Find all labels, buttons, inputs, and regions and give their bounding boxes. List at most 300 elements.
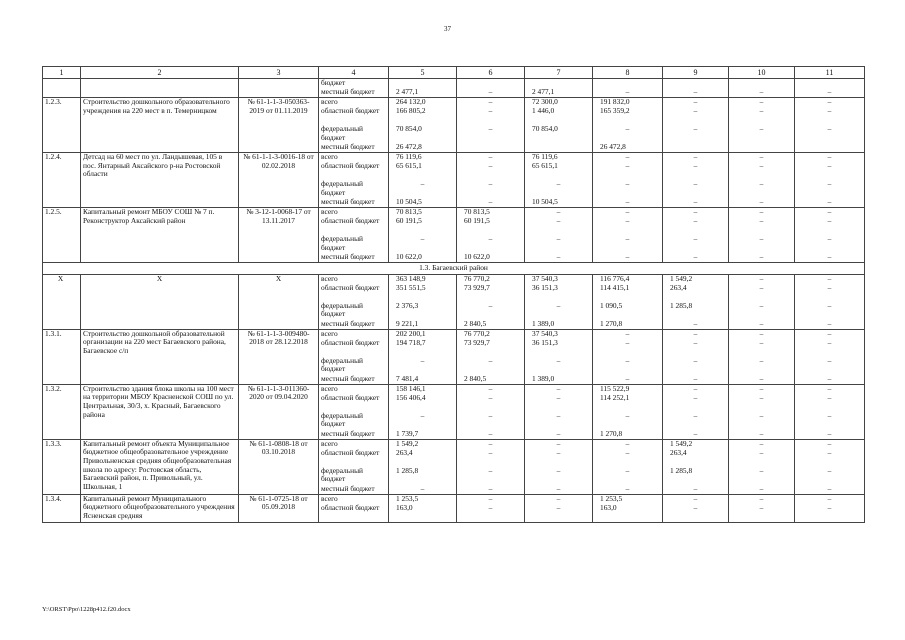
amount-value: – [693, 107, 698, 116]
amount-cell-c10 [729, 329, 795, 384]
funding-source-label: местный бюджет [321, 429, 375, 438]
funding-source-label: местный бюджет [321, 88, 375, 97]
table-row [43, 439, 865, 494]
amount-value: – [488, 411, 493, 420]
amount-value: – [827, 208, 832, 217]
amount-value: – [488, 393, 493, 402]
amount-value: – [693, 162, 698, 171]
amount-value: – [693, 374, 698, 383]
amount-value: – [827, 235, 832, 244]
amount-cell-c5 [389, 208, 457, 263]
amount-value: – [625, 125, 630, 134]
item-number: 1.3.1. [43, 329, 81, 384]
amount-cell-c11 [795, 439, 865, 494]
funding-source-label: местный бюджет [321, 374, 375, 383]
amount-value: 73 929,7 [464, 338, 490, 347]
amount-value: 73 929,7 [464, 283, 490, 292]
item-code: № 61-1-0725-18 от 05.09.2018 [239, 494, 319, 522]
amount-cell-c7 [525, 384, 593, 439]
amount-cell-c5 [389, 153, 457, 208]
funding-source-label: местный бюджет [321, 198, 375, 207]
amount-value: 1 549,2 [670, 274, 693, 283]
amount-value: 10 504,5 [532, 198, 558, 207]
amount-value: – [488, 356, 493, 365]
amount-value: – [693, 356, 698, 365]
amount-value: – [759, 466, 764, 475]
footer-file-path: Y:\ORST\Ppo\1228p412.f20.docx [42, 606, 131, 613]
amount-value: 65 615,1 [396, 162, 422, 171]
amount-value: 351 551,5 [396, 283, 426, 292]
header-row [43, 67, 865, 79]
item-code: № 61-1-0808-18 от 03.10.2018 [239, 439, 319, 494]
amount-value: 36 151,3 [532, 338, 558, 347]
amount-value: – [625, 356, 630, 365]
amount-cell-c6 [457, 153, 525, 208]
amount-value: – [625, 180, 630, 189]
amount-value: – [625, 162, 630, 171]
amount-value: 2 376,3 [396, 301, 419, 310]
amount-value: – [488, 494, 493, 503]
amount-value: – [693, 384, 698, 393]
header-cell: 10 [729, 67, 795, 79]
amount-value: – [827, 448, 832, 457]
amount-value: – [556, 301, 561, 310]
amount-value: – [488, 503, 493, 512]
funding-source-cell [319, 384, 389, 439]
amount-cell-c7 [525, 329, 593, 384]
funding-source-label: местный бюджет [321, 484, 375, 493]
amount-value: 2 840,5 [464, 319, 487, 328]
funding-source-cell [319, 208, 389, 263]
amount-value: – [759, 411, 764, 420]
empty-cell [239, 79, 319, 98]
amount-value: – [759, 235, 764, 244]
amount-value: – [556, 180, 561, 189]
amount-value: – [827, 429, 832, 438]
amount-cell-c11 [795, 208, 865, 263]
amount-value: – [556, 448, 561, 457]
amount-cell-c8 [593, 494, 663, 522]
amount-cell-c5 [389, 439, 457, 494]
amount-value: – [759, 494, 764, 503]
header-cell: 9 [663, 67, 729, 79]
amount-value: – [759, 374, 764, 383]
amount-cell-c9 [663, 494, 729, 522]
amount-value: – [420, 235, 425, 244]
item-name: Детсад на 60 мест по ул. Ландышевая, 105 в пос. Янтарный Аксайского р-на Ростовской области [81, 153, 239, 208]
amount-cell-c6 [457, 384, 525, 439]
section-title: 1.3. Багаевский район [43, 263, 865, 275]
amount-cell-c8 [593, 79, 663, 98]
amount-cell-c9 [663, 79, 729, 98]
amount-value: 10 622,0 [396, 253, 422, 262]
item-number: 1.3.4. [43, 494, 81, 522]
amount-value: 1 285,8 [670, 466, 693, 475]
amount-value: – [693, 411, 698, 420]
amount-value: – [759, 198, 764, 207]
amount-value: – [625, 338, 630, 347]
amount-value: 1 549,2 [396, 439, 419, 448]
amount-value: – [488, 301, 493, 310]
amount-cell-c8 [593, 274, 663, 329]
amount-value: 76 119,6 [396, 153, 422, 162]
empty-cell [43, 79, 81, 98]
amount-value: – [759, 125, 764, 134]
amount-cell-c8 [593, 384, 663, 439]
funding-source-label: местный бюджет [321, 319, 375, 328]
amount-value: – [420, 484, 425, 493]
funding-source-cell [319, 79, 389, 98]
amount-value: – [488, 180, 493, 189]
amount-cell-c10 [729, 274, 795, 329]
amount-cell-c9 [663, 208, 729, 263]
amount-value: – [759, 329, 764, 338]
amount-value: 72 300,0 [532, 98, 558, 107]
amount-value: – [420, 356, 425, 365]
table-row [43, 384, 865, 439]
header-cell: 5 [389, 67, 457, 79]
amount-value: 26 472,8 [600, 143, 626, 152]
amount-value: 70 854,0 [396, 125, 422, 134]
item-name: Х [81, 274, 239, 329]
amount-value: – [693, 494, 698, 503]
amount-cell-c10 [729, 98, 795, 153]
amount-value: 65 615,1 [532, 162, 558, 171]
item-code: № 3-12-1-0068-17 от 13.11.2017 [239, 208, 319, 263]
funding-source-label: местный бюджет [321, 253, 375, 262]
amount-value [527, 143, 590, 152]
amount-value: – [693, 235, 698, 244]
amount-value: – [759, 338, 764, 347]
amount-value: – [759, 283, 764, 292]
item-name: Строительство здания блока школы на 100 мест на территории МБОУ Красненской СОШ по ул. Центральная, 30/3, х. Красный, Багаевского района [81, 384, 239, 439]
amount-value: – [693, 208, 698, 217]
amount-value: – [556, 411, 561, 420]
amount-value [527, 79, 590, 88]
amount-value: – [693, 153, 698, 162]
amount-cell-c11 [795, 153, 865, 208]
amount-value: – [625, 198, 630, 207]
item-number: 1.2.5. [43, 208, 81, 263]
amount-value: – [759, 393, 764, 402]
amount-value: – [556, 484, 561, 493]
amount-cell-c9 [663, 274, 729, 329]
amount-value: 70 813,5 [464, 208, 490, 217]
amount-value: – [759, 162, 764, 171]
item-number: 1.2.3. [43, 98, 81, 153]
amount-value: – [488, 384, 493, 393]
amount-value: – [625, 466, 630, 475]
amount-value [459, 79, 522, 88]
amount-value: 264 132,0 [396, 98, 426, 107]
amount-cell-c7 [525, 274, 593, 329]
amount-value: 26 472,8 [396, 143, 422, 152]
amount-value: – [488, 125, 493, 134]
amount-value: 202 200,1 [396, 329, 426, 338]
amount-value: – [556, 466, 561, 475]
amount-value: – [759, 503, 764, 512]
amount-value: – [556, 393, 561, 402]
item-name: Строительство дошкольного образовательного учреждения на 220 мест в п. Темерницком [81, 98, 239, 153]
amount-value: – [693, 98, 698, 107]
amount-value: – [625, 153, 630, 162]
amount-cell-c11 [795, 494, 865, 522]
amount-value [459, 143, 522, 152]
funding-source-label: областной бюджет [321, 448, 380, 457]
amount-value: – [625, 235, 630, 244]
amount-value: – [759, 217, 764, 226]
funding-source-label: всего [321, 208, 338, 217]
table-row [43, 208, 865, 263]
amount-value: 263,4 [670, 283, 687, 292]
amount-value: – [488, 484, 493, 493]
amount-value: – [693, 88, 698, 97]
amount-value: – [827, 466, 832, 475]
amount-cell-c9 [663, 153, 729, 208]
amount-value: 263,4 [670, 448, 687, 457]
amount-value: 1 285,8 [670, 301, 693, 310]
amount-value: – [759, 319, 764, 328]
item-code: № 61-1-1-3-011360-2020 от 09.04.2020 [239, 384, 319, 439]
amount-cell-c7 [525, 79, 593, 98]
amount-cell-c8 [593, 153, 663, 208]
funding-source-label: федеральный бюджет [321, 125, 363, 142]
amount-cell-c10 [729, 384, 795, 439]
item-number: 1.3.2. [43, 384, 81, 439]
amount-value: 2 477,1 [396, 88, 419, 97]
amount-value [731, 79, 792, 88]
amount-value: – [827, 180, 832, 189]
amount-value: – [556, 439, 561, 448]
amount-cell-c5 [389, 79, 457, 98]
item-name: Капитальный ремонт МБОУ СОШ № 7 п. Реконструктор Аксайский район [81, 208, 239, 263]
amount-value: 70 813,5 [396, 208, 422, 217]
amount-value: – [488, 107, 493, 116]
amount-cell-c6 [457, 98, 525, 153]
amount-value: – [488, 429, 493, 438]
amount-value: – [693, 319, 698, 328]
amount-cell-c6 [457, 329, 525, 384]
amount-value: 163,0 [396, 503, 413, 512]
item-code: Х [239, 274, 319, 329]
amount-value: 1 270,8 [600, 319, 623, 328]
amount-value: – [556, 235, 561, 244]
amount-cell-c7 [525, 494, 593, 522]
amount-cell-c10 [729, 79, 795, 98]
amount-value: – [693, 393, 698, 402]
funding-source-label: федеральный бюджет [321, 466, 363, 484]
amount-value: – [827, 98, 832, 107]
amount-value: 60 191,5 [464, 217, 490, 226]
amount-cell-c11 [795, 274, 865, 329]
amount-cell-c10 [729, 153, 795, 208]
funding-source-label: всего [321, 384, 338, 393]
amount-value [665, 79, 726, 88]
funding-source-cell [319, 153, 389, 208]
amount-value: – [488, 198, 493, 207]
funding-source-label: всего [321, 494, 338, 503]
amount-value: – [827, 283, 832, 292]
amount-value: 76 119,6 [532, 153, 558, 162]
amount-cell-c5 [389, 329, 457, 384]
amount-value: 156 406,4 [396, 393, 426, 402]
budget-table [42, 66, 865, 523]
continuation-row [43, 79, 865, 98]
amount-value: 1 389,0 [532, 374, 555, 383]
amount-value: – [827, 253, 832, 262]
item-code: № 61-1-1-3-0016-18 от 02.02.2018 [239, 153, 319, 208]
amount-value: 37 540,3 [532, 274, 558, 283]
amount-value: – [488, 466, 493, 475]
amount-value: – [693, 338, 698, 347]
amount-value: – [488, 162, 493, 171]
amount-value [595, 79, 660, 88]
funding-source-label: федеральный бюджет [321, 235, 363, 252]
amount-value [391, 79, 454, 88]
amount-value: – [827, 153, 832, 162]
header-cell: 3 [239, 67, 319, 79]
header-cell: 8 [593, 67, 663, 79]
amount-cell-c10 [729, 208, 795, 263]
amount-value: – [827, 198, 832, 207]
amount-value: – [556, 494, 561, 503]
amount-value: – [488, 88, 493, 97]
amount-value: – [625, 374, 630, 383]
amount-value: – [693, 180, 698, 189]
funding-source-label: областной бюджет [321, 338, 380, 347]
amount-value: – [693, 217, 698, 226]
funding-source-label: областной бюджет [321, 217, 380, 226]
funding-source-cell [319, 274, 389, 329]
amount-value: 263,4 [396, 448, 413, 457]
amount-value: – [625, 411, 630, 420]
amount-value: – [827, 162, 832, 171]
amount-value: – [556, 208, 561, 217]
funding-source-label: областной бюджет [321, 107, 380, 116]
amount-value: – [625, 217, 630, 226]
amount-value: – [693, 253, 698, 262]
funding-source-label: всего [321, 274, 338, 283]
amount-value: – [556, 384, 561, 393]
amount-value: – [693, 125, 698, 134]
amount-value: 9 221,1 [396, 319, 419, 328]
section-row [43, 263, 865, 275]
amount-value: – [827, 484, 832, 493]
amount-value: – [420, 180, 425, 189]
header-cell: 1 [43, 67, 81, 79]
funding-source-label: областной бюджет [321, 283, 380, 292]
funding-source-label: местный бюджет [321, 143, 375, 152]
amount-value: 10 622,0 [464, 253, 490, 262]
amount-value: 70 854,0 [532, 125, 558, 134]
item-code: № 61-1-1-3-050363-2019 от 01.11.2019 [239, 98, 319, 153]
amount-cell-c5 [389, 98, 457, 153]
amount-value: 2 840,5 [464, 374, 487, 383]
amount-value: – [625, 448, 630, 457]
amount-value: – [827, 274, 832, 283]
amount-value [665, 143, 726, 152]
amount-value: – [827, 384, 832, 393]
amount-value: – [488, 98, 493, 107]
amount-value: 1 549,2 [670, 439, 693, 448]
amount-cell-c7 [525, 98, 593, 153]
amount-value: – [693, 329, 698, 338]
amount-cell-c6 [457, 79, 525, 98]
amount-cell-c8 [593, 98, 663, 153]
amount-value: – [759, 439, 764, 448]
amount-cell-c8 [593, 439, 663, 494]
funding-source-label: всего [321, 153, 338, 162]
header-cell: 4 [319, 67, 389, 79]
amount-value: – [759, 448, 764, 457]
amount-value: – [827, 393, 832, 402]
amount-value [731, 143, 792, 152]
funding-source-label: федеральный бюджет [321, 301, 363, 319]
amount-value: 7 481,4 [396, 374, 419, 383]
amount-value: 115 522,9 [600, 384, 630, 393]
amount-value: – [693, 503, 698, 512]
amount-cell-c5 [389, 384, 457, 439]
amount-cell-c10 [729, 494, 795, 522]
amount-cell-c11 [795, 384, 865, 439]
amount-value: 116 776,4 [600, 274, 630, 283]
amount-value: – [759, 484, 764, 493]
amount-value: 1 739,7 [396, 429, 419, 438]
table-row [43, 329, 865, 384]
funding-source-label: всего [321, 329, 338, 338]
amount-cell-c10 [729, 439, 795, 494]
funding-source-label: всего [321, 98, 338, 107]
amount-value: – [827, 125, 832, 134]
funding-source-label: федеральный бюджет [321, 411, 363, 429]
amount-cell-c6 [457, 274, 525, 329]
amount-value: – [827, 503, 832, 512]
funding-source-label: областной бюджет [321, 162, 380, 171]
amount-value: – [827, 301, 832, 310]
amount-value: – [556, 253, 561, 262]
amount-value: 363 148,9 [396, 274, 426, 283]
table-row [43, 274, 865, 329]
item-name: Капитальный ремонт объекта Муниципальное бюджетное общеобразовательное учреждение Привольненская средняя общеобразовательная школа по адресу: Ростовская область, Багаевский район, п. Привольный, ул. Школьная, 1 [81, 439, 239, 494]
amount-cell-c11 [795, 79, 865, 98]
amount-value: – [827, 329, 832, 338]
funding-source-label: федеральный бюджет [321, 356, 363, 374]
amount-value: – [759, 274, 764, 283]
amount-value: – [759, 98, 764, 107]
amount-value: – [759, 301, 764, 310]
amount-value: – [759, 384, 764, 393]
amount-value: – [488, 448, 493, 457]
amount-value: – [759, 208, 764, 217]
amount-value: – [759, 88, 764, 97]
funding-source-cell [319, 98, 389, 153]
empty-cell [81, 79, 239, 98]
amount-value: 1 253,5 [600, 494, 623, 503]
amount-value: – [488, 235, 493, 244]
item-number: Х [43, 274, 81, 329]
amount-value: 163,0 [600, 503, 617, 512]
amount-value: – [759, 356, 764, 365]
amount-value: – [420, 411, 425, 420]
amount-value: 1 090,5 [600, 301, 623, 310]
amount-value: – [827, 356, 832, 365]
table-row [43, 494, 865, 522]
amount-cell-c9 [663, 384, 729, 439]
funding-source-cell [319, 494, 389, 522]
amount-value: – [827, 411, 832, 420]
amount-value: 1 389,0 [532, 319, 555, 328]
header-cell: 11 [795, 67, 865, 79]
